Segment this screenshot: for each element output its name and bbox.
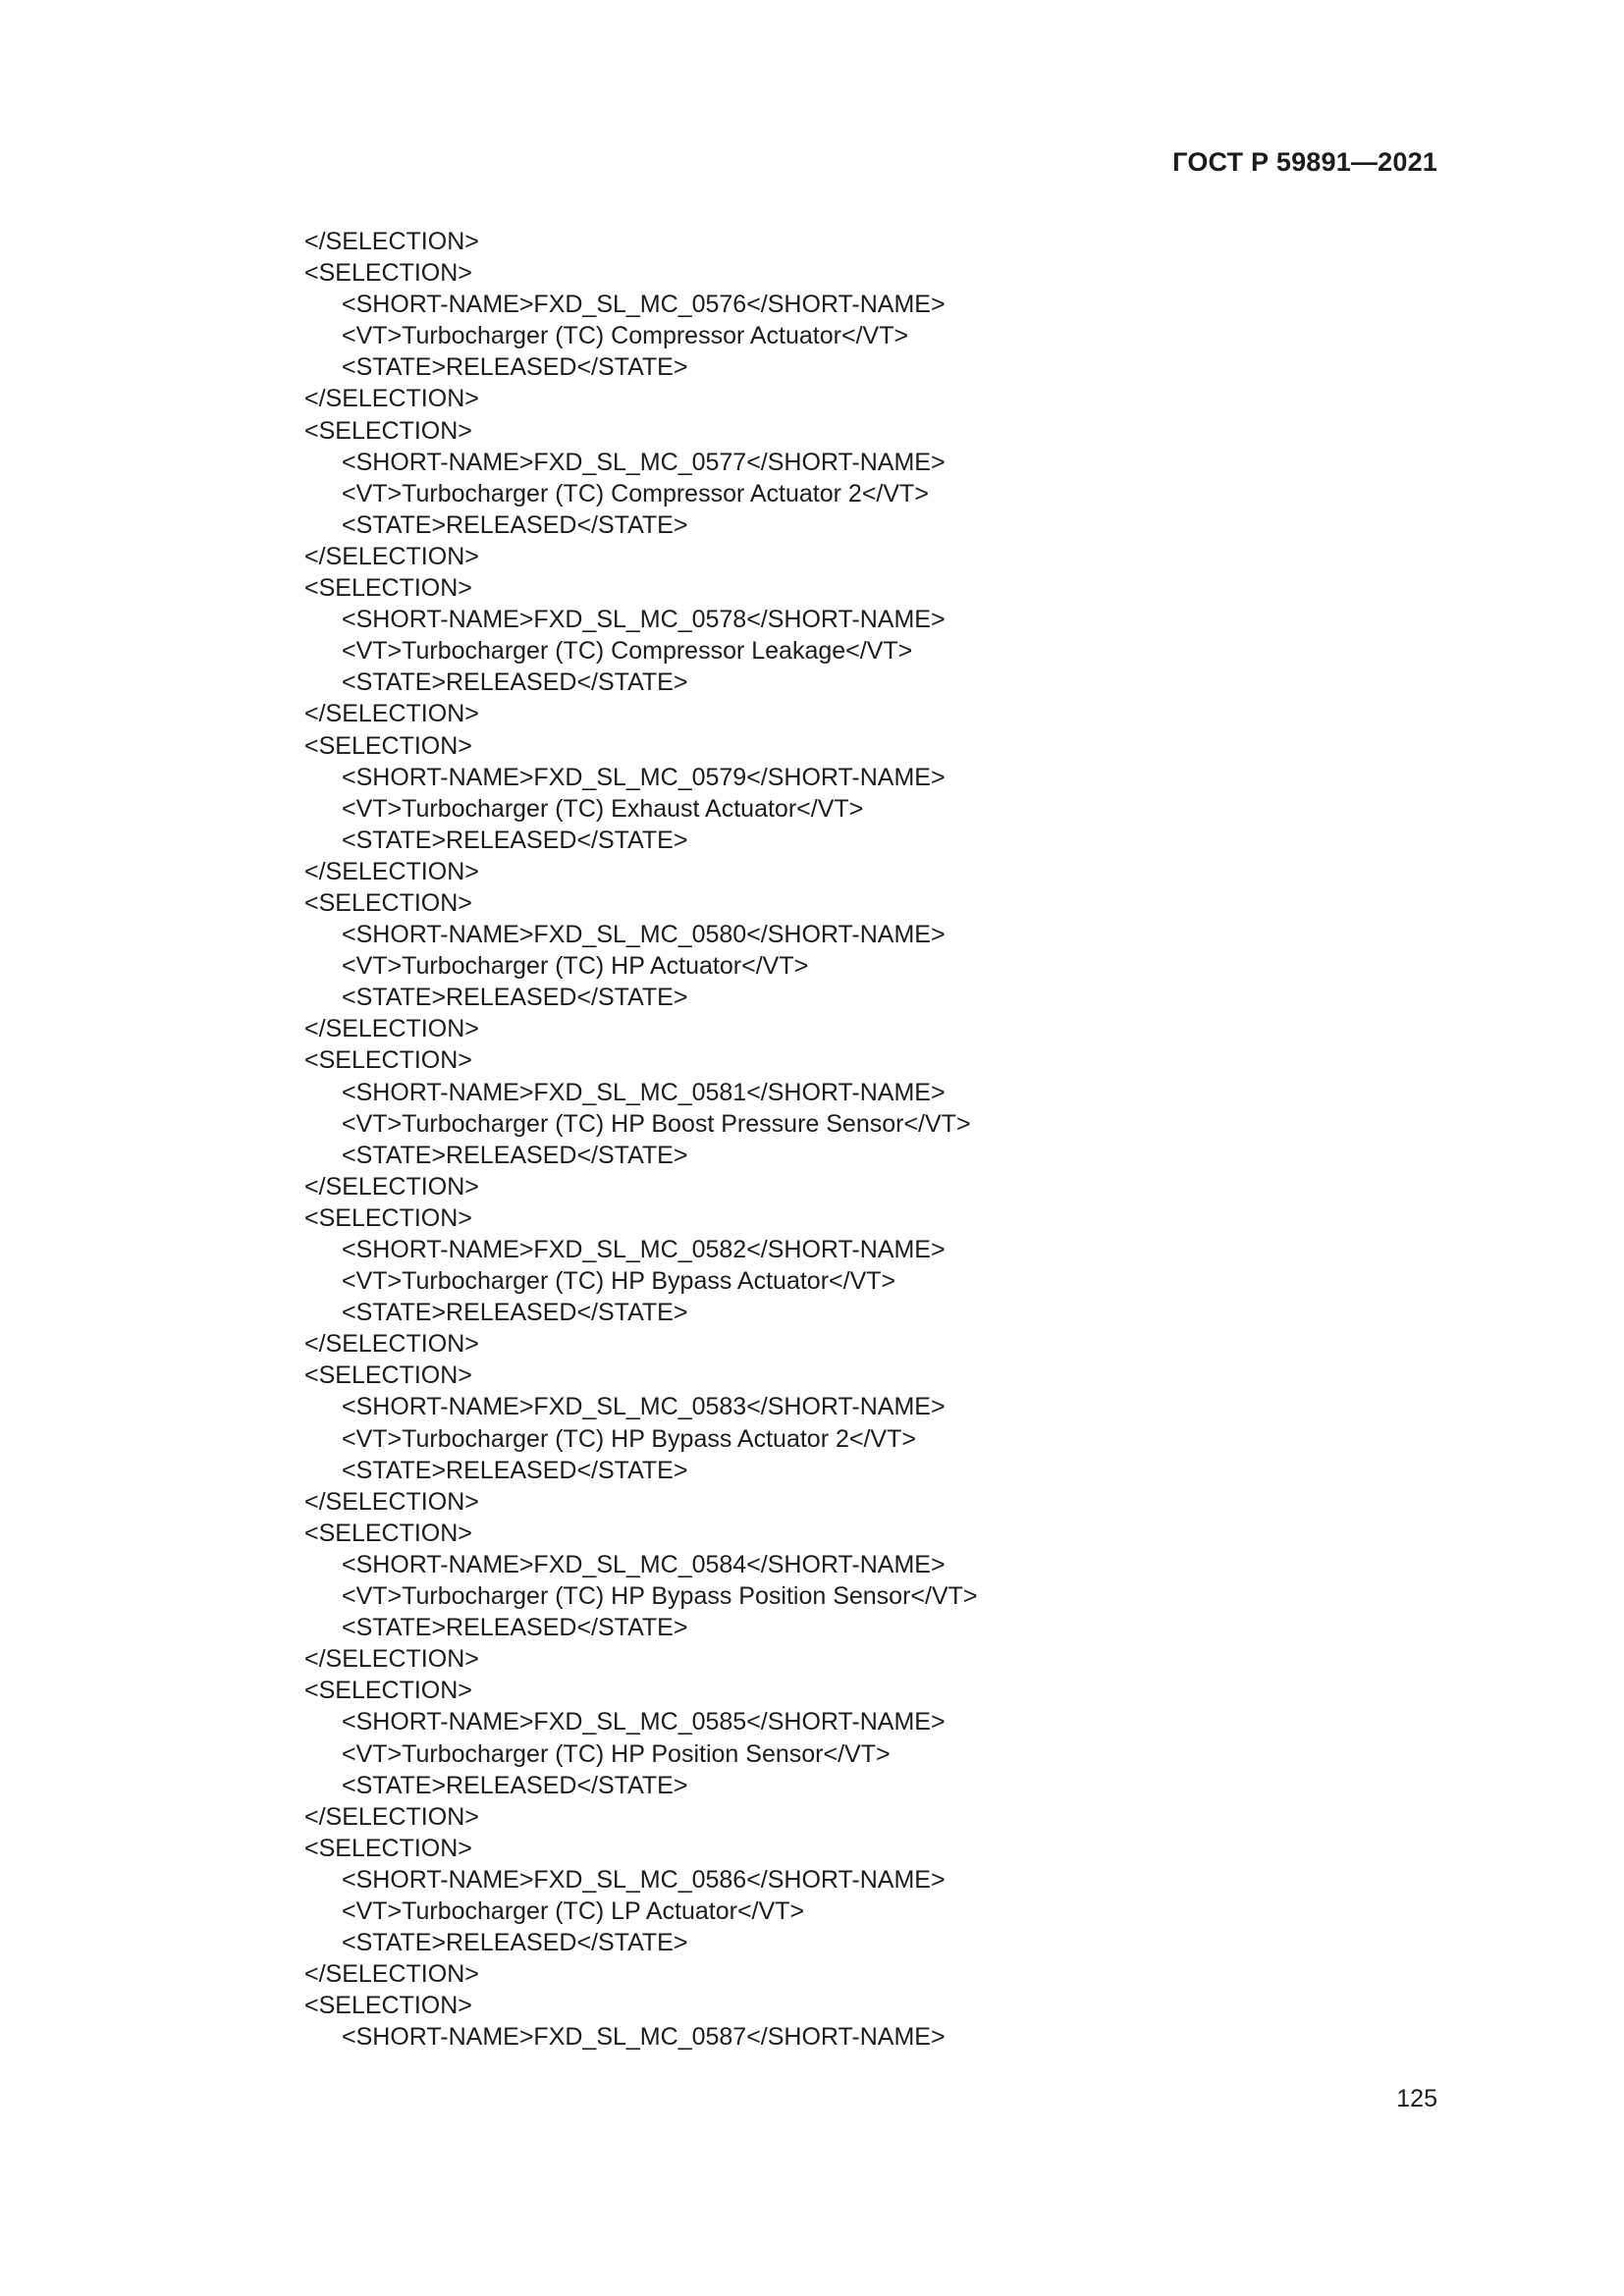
xml-state-line: <STATE>RELEASED</STATE> bbox=[342, 1456, 688, 1484]
xml-selection-close-line: </SELECTION> bbox=[304, 1487, 479, 1516]
xml-selection-open-line: <SELECTION> bbox=[304, 416, 472, 445]
xml-selection-close-line: </SELECTION> bbox=[304, 228, 479, 255]
xml-selection-open-line: <SELECTION> bbox=[304, 574, 472, 603]
xml-selection-open-line: <SELECTION> bbox=[304, 1203, 472, 1232]
xml-selection-open-line: <SELECTION> bbox=[304, 1362, 472, 1390]
document-standard-header: ГОСТ Р 59891—2021 bbox=[1172, 147, 1437, 177]
xml-short-name-line: <SHORT-NAME>FXD_SL_MC_0580</SHORT-NAME> bbox=[342, 921, 946, 949]
xml-selection-close-line: </SELECTION> bbox=[304, 542, 479, 570]
xml-short-name-line: <SHORT-NAME>FXD_SL_MC_0576</SHORT-NAME> bbox=[342, 291, 946, 319]
xml-vt-line: <VT>Turbocharger (TC) HP Bypass Actuator 2</VT> bbox=[342, 1424, 916, 1453]
xml-state-line: <STATE>RELEASED</STATE> bbox=[342, 1929, 688, 1957]
xml-selection-close-line: </SELECTION> bbox=[304, 857, 479, 885]
xml-vt-line: <VT>Turbocharger (TC) Compressor Actuator</VT> bbox=[342, 322, 909, 350]
xml-selection-open-line: <SELECTION> bbox=[304, 731, 472, 760]
xml-short-name-line: <SHORT-NAME>FXD_SL_MC_0583</SHORT-NAME> bbox=[342, 1393, 946, 1421]
xml-short-name-line: <SHORT-NAME>FXD_SL_MC_0585</SHORT-NAME> bbox=[342, 1708, 946, 1736]
xml-state-line: <STATE>RELEASED</STATE> bbox=[342, 1614, 688, 1642]
xml-code-listing bbox=[304, 226, 1384, 2053]
page-number: 125 bbox=[1396, 2085, 1437, 2112]
xml-selection-close-line: </SELECTION> bbox=[304, 1645, 479, 1674]
xml-selection-close-line: </SELECTION> bbox=[304, 1172, 479, 1201]
xml-selection-close-line: </SELECTION> bbox=[304, 385, 479, 413]
xml-short-name-line: <SHORT-NAME>FXD_SL_MC_0587</SHORT-NAME> bbox=[342, 2023, 946, 2052]
xml-short-name-line: <SHORT-NAME>FXD_SL_MC_0577</SHORT-NAME> bbox=[342, 448, 946, 476]
xml-selection-close-line: </SELECTION> bbox=[304, 1330, 479, 1359]
xml-vt-line: <VT>Turbocharger (TC) HP Bypass Position Sensor</VT> bbox=[342, 1582, 978, 1611]
xml-vt-line: <VT>Turbocharger (TC) Compressor Actuator 2</VT> bbox=[342, 479, 929, 507]
xml-short-name-line: <SHORT-NAME>FXD_SL_MC_0579</SHORT-NAME> bbox=[342, 763, 946, 791]
xml-selection-open-line: <SELECTION> bbox=[304, 1677, 472, 1705]
xml-vt-line: <VT>Turbocharger (TC) HP Bypass Actuator</VT> bbox=[342, 1267, 896, 1296]
xml-vt-line: <VT>Turbocharger (TC) Exhaust Actuator</VT> bbox=[342, 794, 864, 823]
xml-selection-open-line: <SELECTION> bbox=[304, 888, 472, 917]
xml-selection-close-line: </SELECTION> bbox=[304, 1015, 479, 1043]
xml-vt-line: <VT>Turbocharger (TC) LP Actuator</VT> bbox=[342, 1896, 805, 1925]
xml-state-line: <STATE>RELEASED</STATE> bbox=[342, 1141, 688, 1169]
xml-selection-close-line: </SELECTION> bbox=[304, 1802, 479, 1831]
xml-short-name-line: <SHORT-NAME>FXD_SL_MC_0584</SHORT-NAME> bbox=[342, 1550, 946, 1578]
xml-vt-line: <VT>Turbocharger (TC) HP Actuator</VT> bbox=[342, 952, 809, 981]
xml-selection-open-line: <SELECTION> bbox=[304, 259, 472, 288]
xml-vt-line: <VT>Turbocharger (TC) HP Boost Pressure Sensor</VT> bbox=[342, 1109, 971, 1138]
xml-short-name-line: <SHORT-NAME>FXD_SL_MC_0586</SHORT-NAME> bbox=[342, 1865, 946, 1894]
xml-selection-close-line: </SELECTION> bbox=[304, 700, 479, 728]
xml-selection-close-line: </SELECTION> bbox=[304, 1960, 479, 1989]
xml-state-line: <STATE>RELEASED</STATE> bbox=[342, 984, 688, 1012]
xml-selection-open-line: <SELECTION> bbox=[304, 1519, 472, 1547]
xml-state-line: <STATE>RELEASED</STATE> bbox=[342, 668, 688, 697]
xml-selection-open-line: <SELECTION> bbox=[304, 1834, 472, 1862]
xml-state-line: <STATE>RELEASED</STATE> bbox=[342, 826, 688, 854]
xml-state-line: <STATE>RELEASED</STATE> bbox=[342, 1771, 688, 1799]
xml-short-name-line: <SHORT-NAME>FXD_SL_MC_0582</SHORT-NAME> bbox=[342, 1236, 946, 1263]
xml-selection-open-line: <SELECTION> bbox=[304, 1992, 472, 2020]
xml-state-line: <STATE>RELEASED</STATE> bbox=[342, 353, 688, 382]
xml-selection-open-line: <SELECTION> bbox=[304, 1046, 472, 1075]
xml-short-name-line: <SHORT-NAME>FXD_SL_MC_0581</SHORT-NAME> bbox=[342, 1078, 946, 1106]
xml-vt-line: <VT>Turbocharger (TC) Compressor Leakage</VT> bbox=[342, 637, 913, 666]
xml-short-name-line: <SHORT-NAME>FXD_SL_MC_0578</SHORT-NAME> bbox=[342, 606, 946, 634]
xml-vt-line: <VT>Turbocharger (TC) HP Position Sensor</VT> bbox=[342, 1739, 891, 1768]
xml-state-line: <STATE>RELEASED</STATE> bbox=[342, 510, 688, 539]
xml-state-line: <STATE>RELEASED</STATE> bbox=[342, 1299, 688, 1327]
